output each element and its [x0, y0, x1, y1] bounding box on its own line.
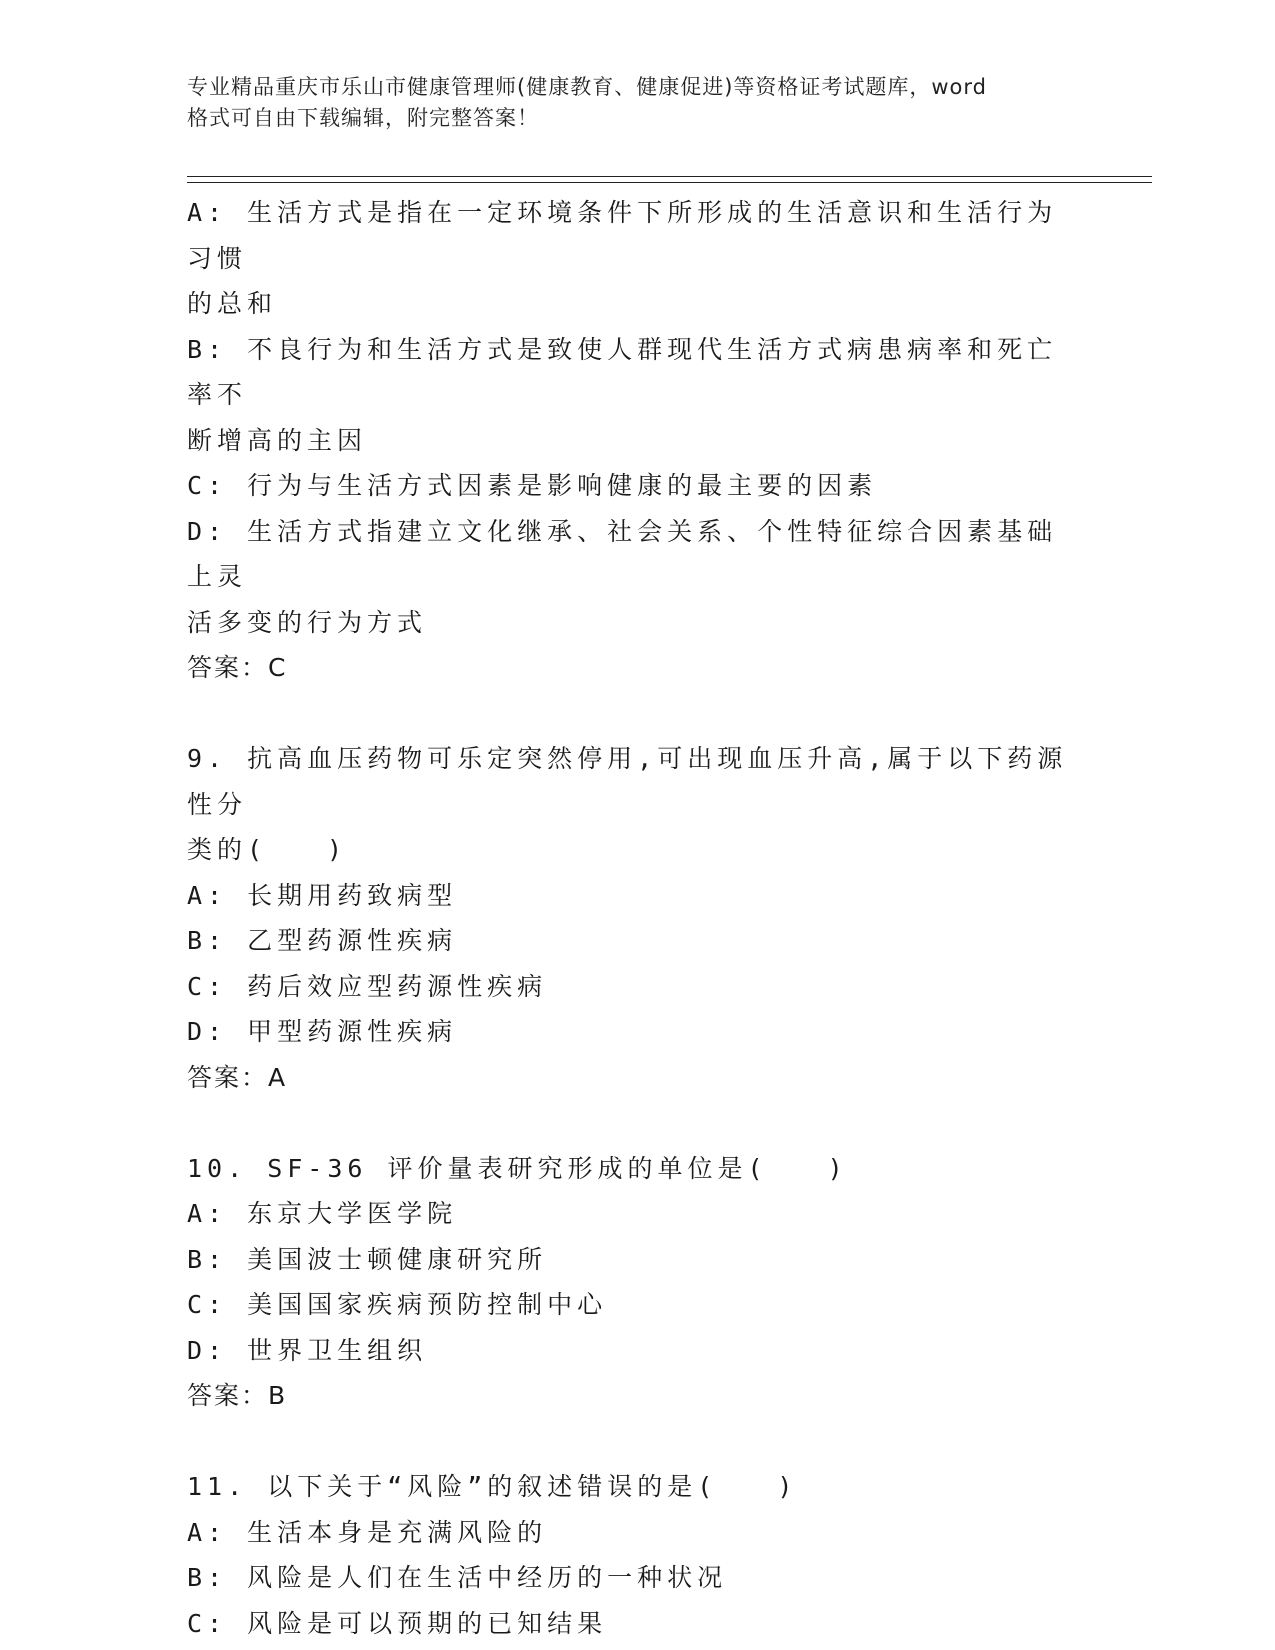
- header-line-1: 专业精品重庆市乐山市健康管理师(健康教育、健康促进)等资格证考试题库，word: [187, 75, 988, 99]
- question-stem: 10. SF-36 评价量表研究形成的单位是( ): [187, 1153, 848, 1183]
- option-b: B: 美国波士顿健康研究所: [187, 1244, 548, 1274]
- answer-line: 答案：A: [187, 1062, 288, 1092]
- option-a: A: 东京大学医学院: [187, 1199, 458, 1228]
- option-c: C: 美国国家疾病预防控制中心: [187, 1290, 608, 1319]
- question-stem: 类的( ): [187, 835, 348, 864]
- option-line: D: 生活方式指建立文化继承、社会关系、个性特征综合因素基础上灵: [187, 516, 1058, 591]
- option-line: 活多变的行为方式: [187, 607, 428, 637]
- question-10: [187, 1146, 1087, 1419]
- question-list: [187, 190, 1087, 1646]
- spacer: [187, 691, 1087, 737]
- answer-line: 答案：C: [187, 653, 288, 682]
- document-header: [187, 72, 1087, 134]
- option-a: A: 长期用药致病型: [187, 880, 458, 910]
- question-9: [187, 736, 1087, 1100]
- option-c: C: 风险是可以预期的已知结果: [187, 1608, 608, 1638]
- option-d: D: 世界卫生组织: [187, 1335, 428, 1365]
- option-c: C: 药后效应型药源性疾病: [187, 971, 548, 1001]
- option-line: A: 生活方式是指在一定环境条件下所形成的生活意识和生活行为习惯: [187, 198, 1058, 273]
- answer-line: 答案：B: [187, 1381, 288, 1410]
- option-b: B: 风险是人们在生活中经历的一种状况: [187, 1563, 728, 1592]
- header-divider-top: [187, 176, 1152, 177]
- option-a: A: 生活本身是充满风险的: [187, 1517, 548, 1547]
- option-line: 断增高的主因: [187, 425, 368, 455]
- option-d: D: 甲型药源性疾病: [187, 1017, 458, 1046]
- header-divider-bottom: [187, 182, 1152, 183]
- spacer: [187, 1100, 1087, 1146]
- question-stem: 11. 以下关于“风险”的叙述错误的是( ): [187, 1472, 798, 1501]
- option-b: B: 乙型药源性疾病: [187, 926, 458, 955]
- spacer: [187, 1419, 1087, 1465]
- question-stem: 9. 抗高血压药物可乐定突然停用,可出现血压升高,属于以下药源性分: [187, 744, 1068, 819]
- question-11: [187, 1464, 1087, 1646]
- option-line: 的总和: [187, 289, 278, 318]
- option-line: B: 不良行为和生活方式是致使人群现代生活方式病患病率和死亡率不: [187, 334, 1058, 409]
- question-8: [187, 190, 1087, 691]
- header-line-2: 格式可自由下载编辑，附完整答案！: [187, 106, 539, 130]
- option-line: C: 行为与生活方式因素是影响健康的最主要的因素: [187, 471, 878, 500]
